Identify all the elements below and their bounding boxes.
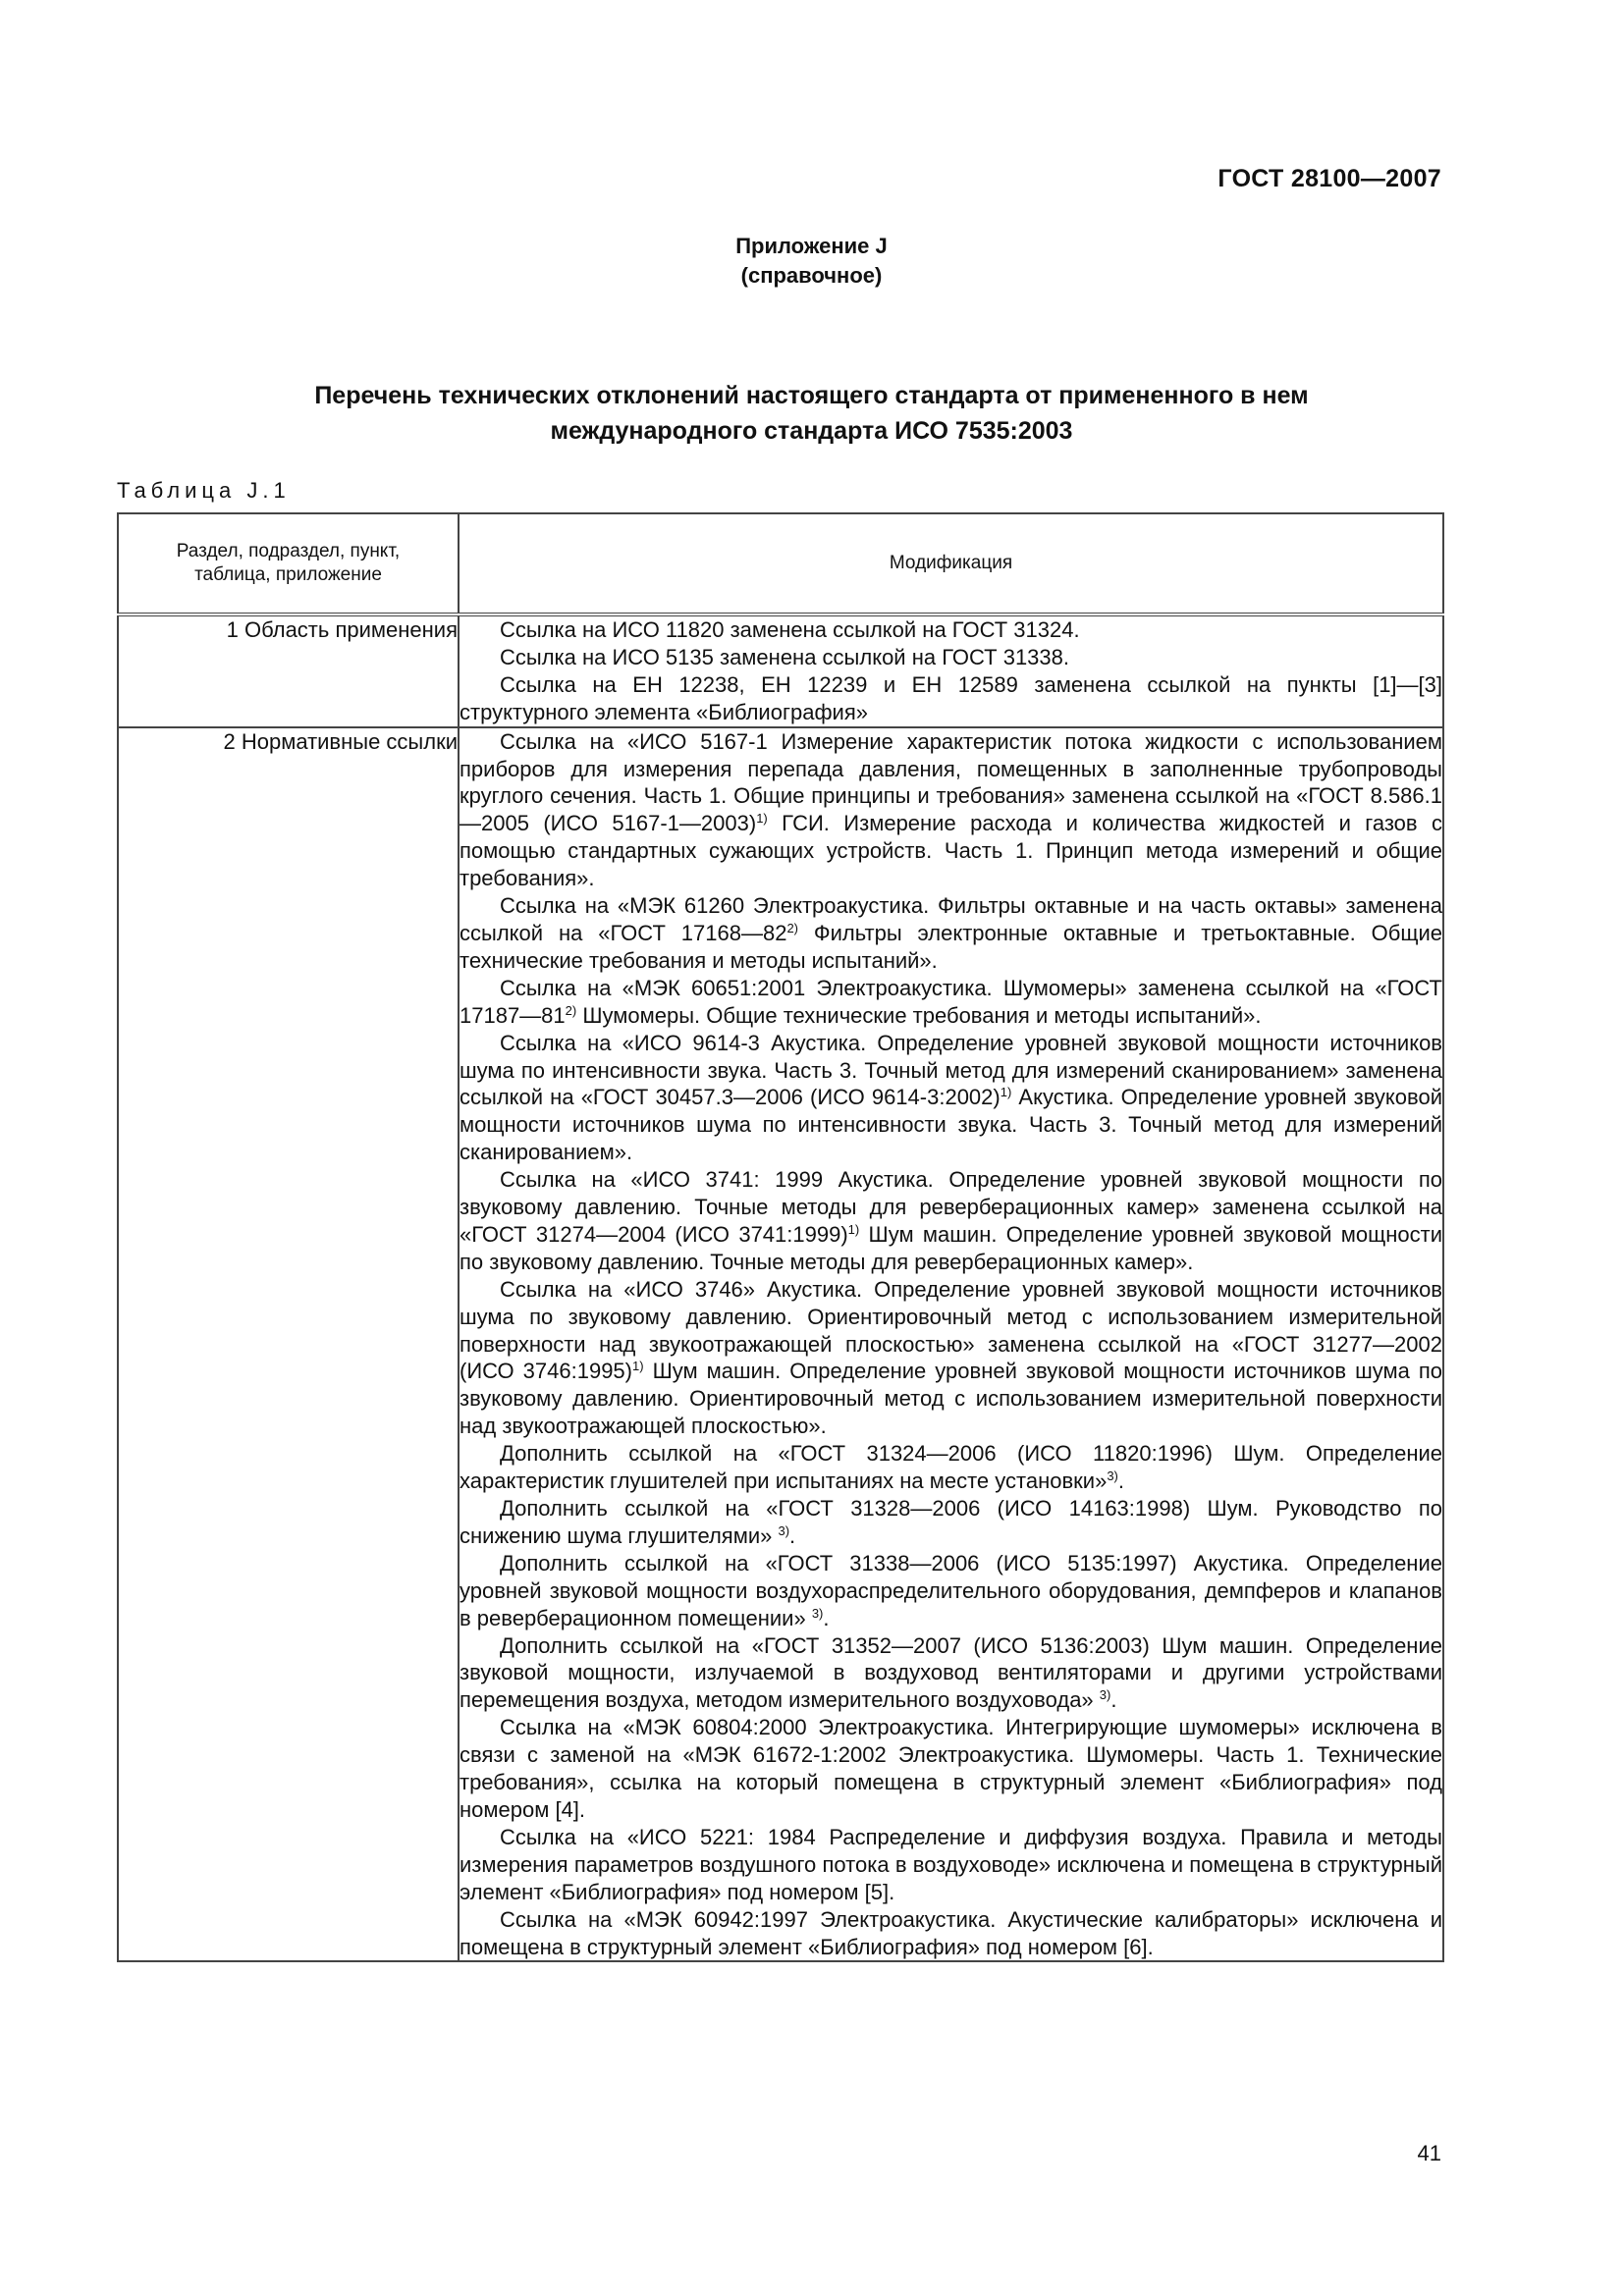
footnote-ref: 3) xyxy=(778,1522,790,1538)
table-header xyxy=(118,513,1443,614)
footnote-ref: 2) xyxy=(786,920,798,935)
header-section xyxy=(118,513,459,614)
footnote-ref: 2) xyxy=(565,1002,577,1018)
row-modification xyxy=(459,727,1443,1962)
modification-paragraph: Ссылка на «ИСО 3746» Акустика. Определение уровней звуковой мощности источников шума по звуковому давлению. Ориентировочный метод с использованием измерительной поверхности над звукоотражающей плоскостью» заменена ссылкой на «ГОСТ 31277—2002 (ИСО 3746:1995)$^{1)}$ Шум машин. Определение уровней звуковой мощности источников шума по звуковому давлению. Ориентировочный метод с использованием измерительной поверхности над звукоотражающей плоскостью». xyxy=(460,1276,1442,1439)
footnote-ref: 3) xyxy=(811,1605,824,1621)
modification-paragraph: Дополнить ссылкой на «ГОСТ 31352—2007 (ИСО 5136:2003) Шум машин. Определение звуковой мощности, излучаемой в воздуховод вентиляторами и другими устройствами перемещения воздуха, методом измерительного воздуховода» $^{3)}$. xyxy=(460,1632,1442,1713)
document-title-line-2: международного стандарта ИСО 7535:2003 xyxy=(550,417,1073,445)
deviations-table xyxy=(117,512,1444,1962)
document-title-line-1: Перечень технических отклонений настоящего стандарта от примененного в нем xyxy=(314,382,1309,409)
document-title xyxy=(0,378,1623,449)
table-row xyxy=(118,614,1443,727)
footnote-ref: 1) xyxy=(1000,1085,1012,1100)
appendix-subtitle: (справочное) xyxy=(740,263,883,288)
footnote-ref: 1) xyxy=(756,811,768,827)
table-header-row xyxy=(118,513,1443,614)
modification-paragraph: Ссылка на «ИСО 3741: 1999 Акустика. Определение уровней звуковой мощности по звуковому давлению. Точные методы для реверберационных камер» заменена ссылкой на «ГОСТ 31274—2004 (ИСО 3741:1999)$^{1)}$ Шум машин. Определение уровней звуковой мощности по звуковому давлению. Точные методы для реверберационных камер». xyxy=(460,1167,1442,1274)
modification-paragraph: Дополнить ссылкой на «ГОСТ 31338—2006 (ИСО 5135:1997) Акустика. Определение уровней звуковой мощности воздухораспределительного оборудования, демпферов и клапанов в реверберационном помещении» $^{3)}$. xyxy=(460,1550,1442,1630)
row-section: 1 Область применения xyxy=(118,614,459,727)
page-number: 41 xyxy=(1417,2141,1441,2165)
modification-paragraph: Дополнить ссылкой на «ГОСТ 31328—2006 (ИСО 14163:1998) Шум. Руководство по снижению шума глушителями» $^{3)}$. xyxy=(460,1496,1442,1548)
row-modification xyxy=(459,614,1443,727)
header-modification: Модификация xyxy=(459,513,1443,614)
modification-paragraph: Ссылка на «МЭК 61260 Электроакустика. Фильтры октавные и на часть октавы» заменена ссылкой на «ГОСТ 17168—82$^{2)}$ Фильтры электронные октавные и третьоктавные. Общие технические требования и методы испытаний». xyxy=(460,893,1442,973)
footnote-ref: 1) xyxy=(847,1221,860,1237)
modification-paragraph: Ссылка на «МЭК 60804:2000 Электроакустика. Интегрирующие шумомеры» исключена в связи с заменой на «МЭК 61672-1:2002 Электроакустика. Шумомеры. Часть 1. Технические требования», ссылка на который помещена в структурный элемент «Библиография» под номером [4]. xyxy=(460,1715,1442,1822)
standard-id: ГОСТ 28100—2007 xyxy=(1217,165,1441,192)
modification-paragraph: Ссылка на «МЭК 60942:1997 Электроакустика. Акустические калибраторы» исключена и помещена в структурный элемент «Библиография» под номером [6]. xyxy=(460,1906,1442,1959)
modification-paragraph: Ссылка на «ИСО 5221: 1984 Распределение и диффузия воздуха. Правила и методы измерения параметров воздушного потока в воздуховоде» исключена и помещена в структурный элемент «Библиография» под номером [5]. xyxy=(460,1824,1442,1904)
modification-paragraph: Ссылка на «МЭК 60651:2001 Электроакустика. Шумомеры» заменена ссылкой на «ГОСТ 17187—81$^{2)}$ Шумомеры. Общие технические требования и методы испытаний». xyxy=(460,975,1442,1028)
row-section: 2 Нормативные ссылки xyxy=(118,727,459,1962)
footnote-ref: 3) xyxy=(1099,1687,1111,1703)
modification-paragraph: Ссылка на «ИСО 9614-3 Акустика. Определение уровней звуковой мощности источников шума по интенсивности звука. Часть 3. Точный метод для измерений сканированием» заменена ссылкой на «ГОСТ 30457.3—2006 (ИСО 9614-3:2002)$^{1)}$ Акустика. Определение уровней звуковой мощности источников шума по интенсивности звука. Часть 3. Точный метод для измерений сканированием». xyxy=(460,1030,1442,1165)
header-section-line-1: Раздел, подраздел, пункт, xyxy=(176,541,401,561)
modification-paragraph: Ссылка на ИСО 5135 заменена ссылкой на ГОСТ 31338. xyxy=(500,644,1069,669)
table-row xyxy=(118,727,1443,1962)
header-section-line-2: таблица, приложение xyxy=(194,564,382,585)
modification-paragraph: Дополнить ссылкой на «ГОСТ 31324—2006 (ИСО 11820:1996) Шум. Определение характеристик глушителей при испытаниях на месте установки»$^{3)}$. xyxy=(460,1441,1442,1494)
footnote-ref: 3) xyxy=(1107,1468,1118,1484)
modification-paragraph: Ссылка на «ИСО 5167-1 Измерение характеристик потока жидкости с использованием приборов для измерения перепада давления, помещенных в заполненные трубопроводы круглого сечения. Часть 1. Общие принципы и требования» заменена ссылкой на «ГОСТ 8.586.1—2005 (ИСО 5167-1—2003)$^{1)}$ ГСИ. Измерение расхода и количества жидкостей и газов с помощью стандартных сужающих устройств. Часть 1. Принцип метода измерений и общие требования». xyxy=(460,728,1442,891)
appendix-title: Приложение J xyxy=(735,234,888,258)
table-caption: Таблица J.1 xyxy=(117,478,291,503)
modification-paragraph: Ссылка на ИСО 11820 заменена ссылкой на ГОСТ 31324. xyxy=(500,617,1080,642)
footnote-ref: 1) xyxy=(632,1359,644,1374)
modification-paragraph: Ссылка на ЕН 12238, ЕН 12239 и ЕН 12589 заменена ссылкой на пункты [1]—[3] структурного элемента «Библиография» xyxy=(460,671,1442,724)
appendix-heading xyxy=(0,232,1623,291)
